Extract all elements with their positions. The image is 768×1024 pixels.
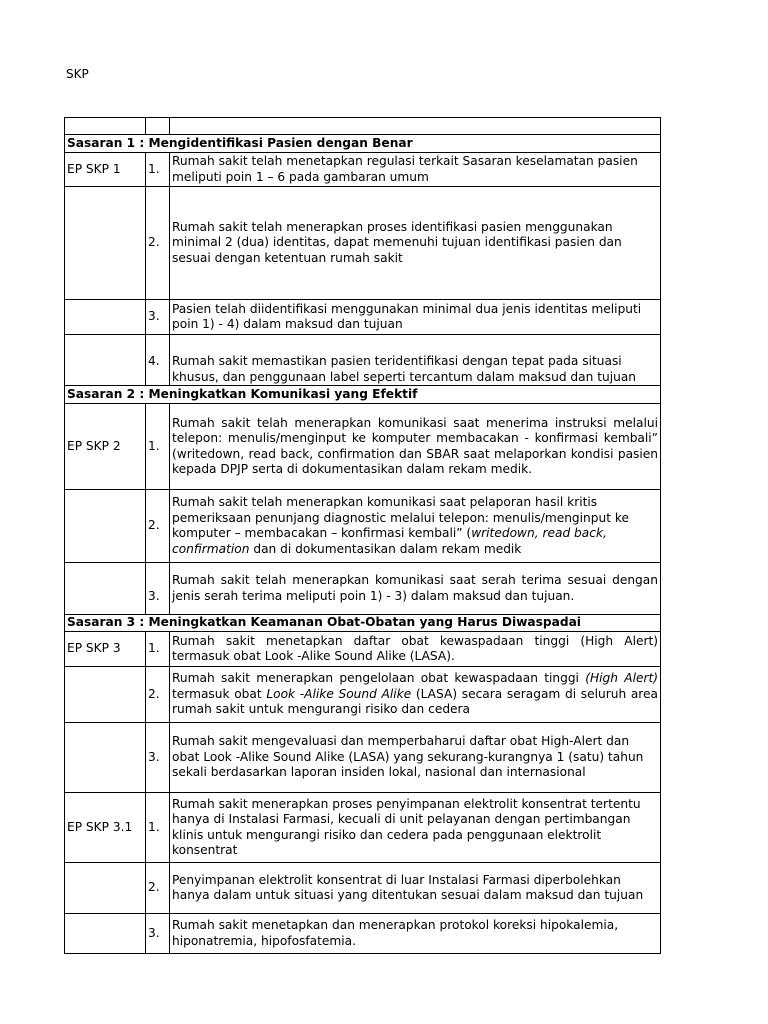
item-text: Rumah sakit mengevaluasi dan memperbaharui daftar obat High-Alert dan obat Look -Alike Sound Alike (LASA) yang sekurang-kurangnya 1 (satu) tahun sekali berdasarkan laporan insiden lokal, nasional dan internasional [170,723,661,793]
item-text: Rumah sakit telah menerapkan proses identifikasi pasien menggunakan minimal 2 (dua) identitas, dapat memenuhi tujuan identifikasi pasien dan sesuai dengan ketentuan rumah sakit [170,187,661,300]
item-text: Rumah sakit menerapkan proses penyimpanan elektrolit konsentrat tertentu hanya di Instalasi Farmasi, kecuali di unit pelayanan dengan pertimbangan klinis untuk mengurangi risiko dan cedera pada penggunaan elektrolit konsentrat [170,793,661,863]
ep-label-text: EP SKP 1 [67,161,121,176]
item-number: 3. [146,300,170,335]
table-row [65,187,661,300]
item-text-part: (LASA) secara seragam di seluruh area rumah sakit untuk mengurangi risiko dan cedera [172,686,659,717]
ep-label: EP SKP 3 [65,632,146,667]
item-text-part: dan di dokumentasikan dalam rekam medik [249,541,522,556]
item-text [170,490,661,563]
item-text: Pasien telah diidentifikasi menggunakan minimal dua jenis identitas meliputi poin 1) - 4) dalam maksud dan tujuan [170,300,661,335]
item-number: 2. [146,187,170,300]
item-number: 3. [146,563,170,615]
section-heading: Sasaran 1 : Mengidentifikasi Pasien dengan Benar [65,135,661,153]
ep-label: EP SKP 2 [65,404,146,490]
item-number: 4. [146,335,170,386]
item-number: 3. [146,723,170,793]
item-number: 1. [146,632,170,667]
item-text: Rumah sakit menetapkan dan menerapkan protokol koreksi hipokalemia, hiponatremia, hipofosfatemia. [170,914,661,954]
ep-label [65,153,146,187]
section-heading: Sasaran 3 : Meningkatkan Keamanan Obat-Obatan yang Harus Diwaspadai [65,615,661,632]
section-heading-row [65,135,661,153]
table-cell [170,118,661,135]
ep-label-empty [65,914,146,954]
item-text: Rumah sakit telah menetapkan regulasi terkait Sasaran keselamatan pasien meliputi poin 1 – 6 pada gambaran umum [170,153,661,187]
document-title: SKP [66,67,89,81]
item-text: Rumah sakit memastikan pasien teridentifikasi dengan tepat pada situasi khusus, dan penggunaan label seperti tercantum dalam maksud dan tujuan [170,335,661,386]
table-row [65,404,661,490]
table-row [65,723,661,793]
table-cell [65,118,146,135]
table-row [65,300,661,335]
table-row [65,793,661,863]
item-number: 1. [146,153,170,187]
ep-label-empty [65,863,146,914]
item-number: 2. [146,667,170,723]
item-number: 2. [146,490,170,563]
table-row [65,667,661,723]
table-row-empty [65,118,661,135]
item-text-part: Rumah sakit telah menerapkan komunikasi saat pelaporan hasil kritis pemeriksaan penunjang diagnostic melalui telepon: menulis/menginput ke komputer – membacakan – konfirmasi kembali” ( [172,495,630,540]
table-row [65,914,661,954]
ep-label-empty [65,723,146,793]
item-text: Rumah sakit telah menerapkan komunikasi saat menerima instruksi melalui telepon: menulis/menginput ke komputer membacakan - konfirmasi kembali” (writedown, read back, confirmation dan SBAR saat melaporkan kondisi pasien kepada DPJP serta di dokumentasikan dalam rekam medik. [170,404,661,490]
section-heading: Sasaran 2 : Meningkatkan Komunikasi yang Efektif [65,386,661,404]
ep-label-empty [65,300,146,335]
ep-label-empty [65,335,146,386]
table-row [65,490,661,563]
item-text-part: Rumah sakit menerapkan pengelolaan obat kewaspadaan tinggi [172,671,586,686]
ep-label-empty [65,667,146,723]
item-number: 3. [146,914,170,954]
table-row [65,632,661,667]
ep-label-empty [65,563,146,615]
item-number: 2. [146,863,170,914]
item-text [170,667,661,723]
item-text-part: termasuk obat [172,686,267,701]
table-row [65,563,661,615]
item-number: 1. [146,793,170,863]
table-row [65,863,661,914]
item-text: Rumah sakit telah menerapkan komunikasi saat serah terima sesuai dengan jenis serah terima meliputi poin 1) - 3) dalam maksud dan tujuan. [170,563,661,615]
skp-table [64,117,661,954]
item-number: 1. [146,404,170,490]
item-text: Penyimpanan elektrolit konsentrat di luar Instalasi Farmasi diperbolehkan hanya dalam untuk situasi yang ditentukan sesuai dalam maksud dan tujuan [170,863,661,914]
item-text: Rumah sakit menetapkan daftar obat kewaspadaan tinggi (High Alert) termasuk obat Look -Alike Sound Alike (LASA). [170,632,661,667]
table-row [65,153,661,187]
item-text-italic: writedown, read back, confirmation [172,526,607,556]
section-heading-row [65,386,661,404]
item-text-italic: (High Alert) [585,671,658,686]
item-text-italic: Look -Alike Sound Alike [266,686,412,701]
ep-label-empty [65,490,146,563]
table-row [65,335,661,386]
ep-label-empty [65,187,146,300]
table-cell [146,118,170,135]
section-heading-row [65,615,661,632]
ep-label: EP SKP 3.1 [65,793,146,863]
